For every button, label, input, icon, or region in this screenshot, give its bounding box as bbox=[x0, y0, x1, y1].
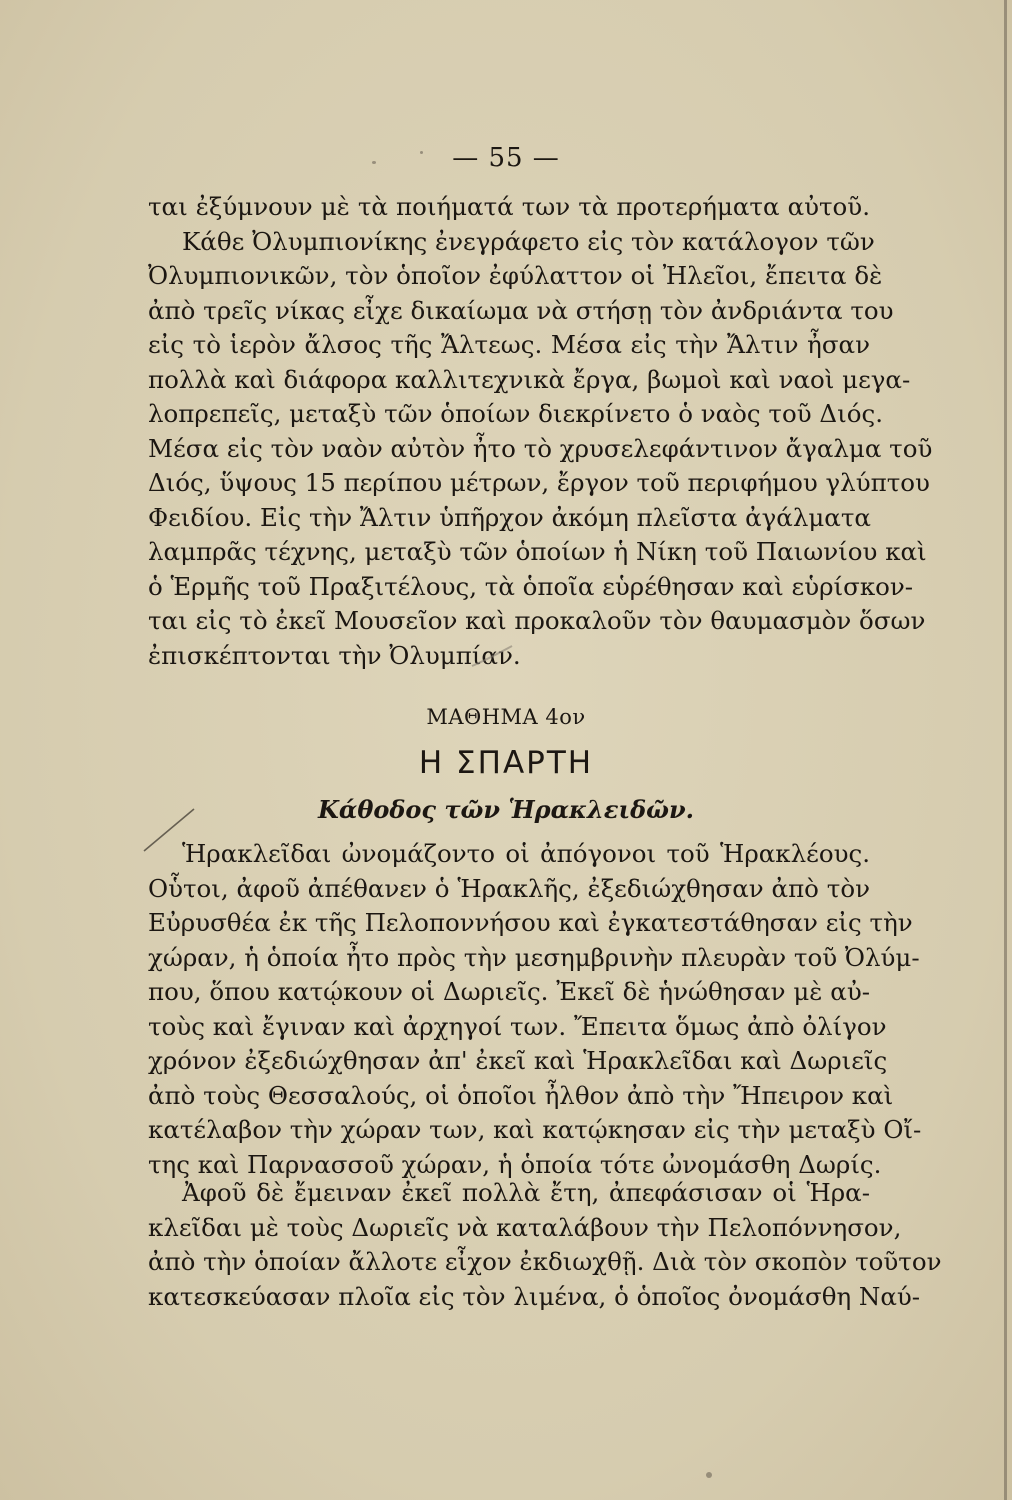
paragraph-heraclids bbox=[148, 837, 922, 1182]
paper-speck bbox=[420, 151, 423, 154]
text-line: κλεῖδαι μὲ τοὺς Δωριεῖς νὰ καταλάβουν τὴν Πελοπόννησον, bbox=[148, 1212, 902, 1242]
text-line: Φειδίου. Εἰς τὴν Ἄλτιν ὑπῆρχον ἀκόμη πλεῖστα ἀγάλματα bbox=[148, 502, 871, 532]
paragraph-descent bbox=[148, 1176, 942, 1314]
text-line: Εὐρυσθέα ἐκ τῆς Πελοποννήσου καὶ ἐγκατεστάθησαν εἰς τὴν bbox=[148, 908, 913, 937]
section-subtitle: Κάθοδος τῶν Ἡρακλειδῶν. bbox=[318, 795, 694, 824]
text-line: χώραν, ἡ ὁποία ἦτο πρὸς τὴν μεσημβρινὴν πλευρὰν τοῦ Ὀλύμ- bbox=[148, 942, 920, 972]
text-line: ται εἰς τὸ ἐκεῖ Μουσεῖον καὶ προκαλοῦν τὸν θαυμασμὸν ὅσων bbox=[148, 606, 926, 635]
text-line: λοπρεπεῖς, μεταξὺ τῶν ὁποίων διεκρίνετο ὁ ναὸς τοῦ Διός. bbox=[148, 399, 883, 428]
text-line: Οὗτοι, ἀφοῦ ἀπέθανεν ὁ Ἡρακλῆς, ἐξεδιώχθησαν ἀπὸ τὸν bbox=[148, 873, 870, 903]
text-line: ὁ Ἑρμῆς τοῦ Πραξιτέλους, τὰ ὁποῖα εὑρέθησαν καὶ εὑρίσκον- bbox=[148, 571, 914, 601]
text-line: ἐπισκέπτονται τὴν Ὀλυμπίαν. bbox=[148, 640, 521, 670]
text-line: της καὶ Παρνασσοῦ χώραν, ἡ ὁποία τότε ὠνομάσθη Δωρίς. bbox=[148, 1149, 882, 1179]
page-number: — 55 — bbox=[452, 143, 560, 173]
text-line: εἰς τὸ ἱερὸν ἄλσος τῆς Ἄλτεως. Μέσα εἰς τὴν Ἄλτιν ἦσαν bbox=[148, 330, 870, 359]
text-line: ἀπὸ τρεῖς νίκας εἶχε δικαίωμα νὰ στήσῃ τὸν ἀνδριάντα του bbox=[148, 295, 894, 325]
text-line: κατεσκεύασαν πλοῖα εἰς τὸν λιμένα, ὁ ὁποῖος ὀνομάσθη Ναύ- bbox=[148, 1281, 921, 1311]
text-line: ται ἐξύμνουν μὲ τὰ ποιήματά των τὰ προτερήματα αὐτοῦ. bbox=[148, 192, 870, 221]
text-line: πολλὰ καὶ διάφορα καλλιτεχνικὰ ἔργα, βωμοὶ καὶ ναοὶ μεγα- bbox=[148, 364, 911, 394]
text-line: κατέλαβον τὴν χώραν των, καὶ κατῴκησαν εἰς τὴν μεταξὺ Οἴ- bbox=[148, 1115, 922, 1144]
lesson-number-heading: ΜΑΘΗΜΑ 4ον bbox=[426, 705, 586, 729]
text-line: Διός, ὕψους 15 περίπου μέτρων, ἔργον τοῦ περιφήμου γλύπτου bbox=[148, 468, 930, 497]
text-line: Κάθε Ὀλυμπιονίκης ἐνεγράφετο εἰς τὸν κατάλογον τῶν bbox=[182, 226, 875, 256]
text-line: χρόνον ἐξεδιώχθησαν ἀπ' ἐκεῖ καὶ Ἡρακλεῖδαι καὶ Δωριεῖς bbox=[148, 1046, 888, 1075]
text-line: ἀπὸ τὴν ὁποίαν ἄλλοτε εἶχον ἐκδιωχθῇ. Διὰ τὸν σκοπὸν τοῦτον bbox=[148, 1247, 942, 1276]
text-line: που, ὅπου κατῴκουν οἱ Δωριεῖς. Ἐκεῖ δὲ ἡνώθησαν μὲ αὐ- bbox=[148, 977, 870, 1006]
text-line: τοὺς καὶ ἔγιναν καὶ ἀρχηγοί των. Ἔπειτα ὅμως ἀπὸ ὀλίγον bbox=[148, 1011, 887, 1041]
text-line: ἀπὸ τοὺς Θεσσαλούς, οἱ ὁποῖοι ἦλθον ἀπὸ τὴν Ἤπειρον καὶ bbox=[148, 1080, 894, 1110]
text-line: λαμπρᾶς τέχνης, μεταξὺ τῶν ὁποίων ἡ Νίκη τοῦ Παιωνίου καὶ bbox=[148, 537, 927, 566]
text-line: Ὀλυμπιονικῶν, τὸν ὁποῖον ἐφύλαττον οἱ Ἠλεῖοι, ἔπειτα δὲ bbox=[148, 261, 883, 290]
paper-speck bbox=[372, 161, 376, 164]
paragraph-olympia bbox=[148, 190, 933, 673]
text-line: Ἀφοῦ δὲ ἔμειναν ἐκεῖ πολλὰ ἔτη, ἀπεφάσισαν οἱ Ἡρα- bbox=[182, 1178, 870, 1207]
text-line: Μέσα εἰς τὸν ναὸν αὐτὸν ἦτο τὸ χρυσελεφάντινον ἄγαλμα τοῦ bbox=[148, 433, 933, 463]
chapter-title: Η ΣΠΑΡΤΗ bbox=[418, 745, 594, 781]
text-line: Ἡρακλεῖδαι ὠνομάζοντο οἱ ἀπόγονοι τοῦ Ἡρακλέους. bbox=[182, 839, 870, 868]
pencil-checkmark-icon bbox=[468, 640, 518, 670]
paper-speck bbox=[706, 1472, 712, 1478]
